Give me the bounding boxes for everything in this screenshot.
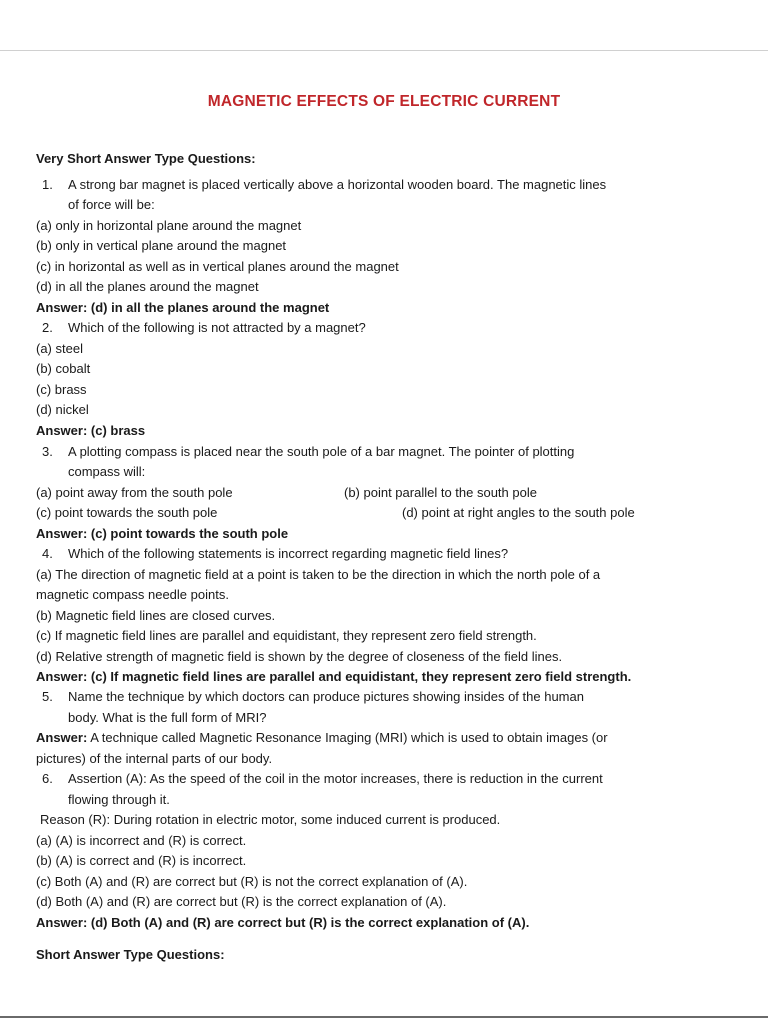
answer: Answer: (c) brass (36, 423, 146, 438)
question-text: A strong bar magnet is placed vertically above a horizontal wooden board. The magnetic lines (68, 177, 607, 192)
question-2 (42, 320, 366, 336)
question-number: 5. (42, 689, 53, 704)
question-6 (42, 771, 603, 787)
top-divider (0, 50, 768, 51)
question-number: 2. (42, 320, 53, 335)
question-text-cont: body. What is the full form of MRI? (68, 710, 267, 725)
question-text: Which of the following is not attracted by a magnet? (68, 320, 366, 335)
option-a: (a) steel (36, 341, 83, 356)
reason: Reason (R): During rotation in electric motor, some induced current is produced. (40, 812, 501, 827)
option-a: (a) (A) is incorrect and (R) is correct. (36, 833, 247, 848)
option-d: (d) Relative strength of magnetic field is shown by the degree of closeness of the field lines. (36, 649, 563, 664)
bottom-divider (0, 1016, 768, 1018)
question-5 (42, 689, 584, 705)
question-text-cont: of force will be: (68, 197, 155, 212)
option-c: (c) point towards the south pole (36, 505, 218, 520)
question-text: A plotting compass is placed near the south pole of a bar magnet. The pointer of plotting (68, 444, 575, 459)
question-number: 3. (42, 444, 53, 459)
option-b: (b) cobalt (36, 361, 91, 376)
question-text-cont: flowing through it. (68, 792, 170, 807)
question-number: 1. (42, 177, 53, 192)
question-number: 4. (42, 546, 53, 561)
answer-text: A technique called Magnetic Resonance Imaging (MRI) which is used to obtain images (or (87, 730, 608, 745)
option-b: (b) point parallel to the south pole (344, 485, 537, 500)
section-heading-short: Short Answer Type Questions: (36, 947, 225, 962)
option-c: (c) in horizontal as well as in vertical planes around the magnet (36, 259, 399, 274)
option-b: (b) Magnetic field lines are closed curves. (36, 608, 276, 623)
option-a: (a) point away from the south pole (36, 485, 233, 500)
question-text: Which of the following statements is incorrect regarding magnetic field lines? (68, 546, 509, 561)
question-text-cont: compass will: (68, 464, 146, 479)
answer: Answer: (d) Both (A) and (R) are correct but (R) is the correct explanation of (A). (36, 915, 530, 930)
page-title: MAGNETIC EFFECTS OF ELECTRIC CURRENT (207, 93, 561, 110)
option-a: (a) The direction of magnetic field at a point is taken to be the direction in which the north pole of a (36, 567, 601, 582)
option-d: (d) point at right angles to the south pole (402, 505, 635, 520)
question-text: Assertion (A): As the speed of the coil in the motor increases, there is reduction in the current (68, 771, 603, 786)
option-c: (c) Both (A) and (R) are correct but (R) is not the correct explanation of (A). (36, 874, 468, 889)
answer: Answer: (c) point towards the south pole (36, 526, 289, 541)
option-c: (c) If magnetic field lines are parallel and equidistant, they represent zero field strength. (36, 628, 537, 643)
option-d: (d) in all the planes around the magnet (36, 279, 259, 294)
question-text: Name the technique by which doctors can produce pictures showing insides of the human (68, 689, 584, 704)
question-1 (42, 177, 606, 193)
option-b: (b) only in vertical plane around the magnet (36, 238, 287, 253)
answer: Answer: (c) If magnetic field lines are parallel and equidistant, they represent zero field strength. (36, 669, 632, 684)
question-4 (42, 546, 508, 562)
question-3 (42, 444, 574, 460)
option-a: (a) only in horizontal plane around the magnet (36, 218, 302, 233)
question-number: 6. (42, 771, 53, 786)
option-b: (b) (A) is correct and (R) is incorrect. (36, 853, 247, 868)
answer (36, 730, 608, 746)
answer: Answer: (d) in all the planes around the magnet (36, 300, 330, 315)
option-d: (d) nickel (36, 402, 89, 417)
answer-label: Answer: (36, 730, 88, 745)
option-a-cont: magnetic compass needle points. (36, 587, 229, 602)
section-heading-very-short: Very Short Answer Type Questions: (36, 151, 256, 166)
option-d: (d) Both (A) and (R) are correct but (R) is the correct explanation of (A). (36, 894, 447, 909)
option-c: (c) brass (36, 382, 87, 397)
answer-cont: pictures) of the internal parts of our body. (36, 751, 273, 766)
